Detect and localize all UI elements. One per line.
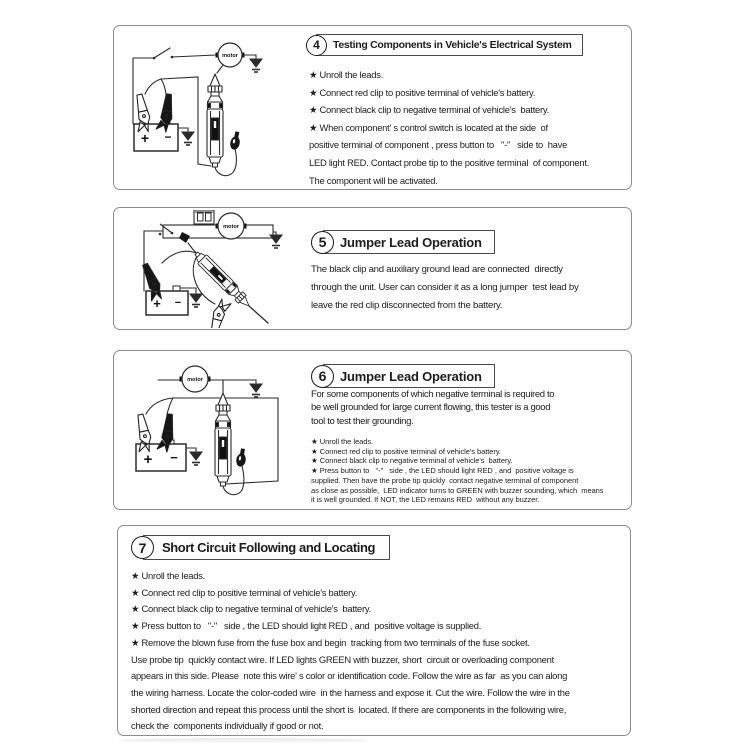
text-line: as close as possible, LED indicator turns to GREEN with buzzer sounding, which means [311, 485, 604, 495]
aux-ground-bulb [230, 131, 242, 150]
text-line: ★ When component' s control switch is located at the side of [309, 121, 548, 133]
text-line: ★ Connect red clip to positive terminal of vehicle's battery. [311, 446, 502, 456]
diagram-component-testing [116, 33, 306, 183]
text-line: ★ Connect black clip to negative terminal of vehicle's battery. [131, 603, 371, 615]
section-header [311, 230, 495, 254]
black-clip [137, 262, 166, 303]
section-number-badge: 7 [131, 536, 154, 559]
battery-plus-label: + [140, 130, 150, 146]
tester-pen [192, 249, 254, 311]
text-line: the wiring harness. Locate the color-coded wire in the harness and expose it. Cut the wire. Follow the wire in the [131, 686, 570, 698]
text-line: appears in this side. Please note this wire' s color or identification code. Follow the wire as far as you can along [131, 670, 568, 682]
text-line: check the components individually if good or not. [131, 720, 324, 732]
ground-icon [190, 452, 202, 465]
text-line: Use probe tip quickly contact wire. If LED lights GREEN with buzzer, short circuit or overloading component [131, 653, 554, 665]
diagram-jumper-lead [116, 210, 306, 328]
section-testing-components [113, 25, 632, 190]
battery-plus-label: + [143, 451, 153, 468]
text-line: ★ Unroll the leads. [131, 570, 206, 581]
text-line: leave the red clip disconnected from the battery. [311, 300, 503, 311]
text-line: be well grounded for large current flowing, this tester is a good [311, 402, 551, 414]
section-jumper-lead-1 [113, 207, 632, 330]
motor-icon [216, 43, 245, 67]
section-number-badge: 5 [311, 231, 334, 254]
section-number-badge: 6 [311, 365, 334, 388]
instructions [309, 66, 589, 189]
aux-ground-bulb [236, 448, 247, 466]
fuse-box [194, 210, 214, 224]
text-line: shorted direction and repeat this process until the short is located. If there are components in the following wire, [131, 703, 567, 715]
ground-icon [250, 384, 262, 397]
section-short-circuit [117, 525, 631, 736]
text-line: ★ Press button to "-" side , the LED should light RED , and positive voltage is supplied. [131, 620, 482, 632]
battery-minus-label: − [170, 450, 178, 465]
svg-text:motor: motor [223, 224, 239, 231]
text-line: ★ Connect black clip to negative terminal of vehicle's battery. [309, 104, 549, 116]
section-number-badge: 4 [306, 35, 327, 56]
text-line: ★ Remove the blown fuse from the fuse box and begin tracking from two terminals of the fuse socket. [131, 636, 530, 648]
text-line: ★ Press button to "-" side , the LED should light RED , and positive voltage is [311, 466, 574, 476]
text-line: tool to test their grounding. [311, 415, 414, 427]
text-line: ★ Unroll the leads. [309, 69, 384, 80]
tester-pen [207, 74, 223, 167]
switch-contact-dot [171, 56, 174, 59]
section-header [311, 364, 495, 388]
page-edge-shadow [118, 738, 368, 743]
battery-minus-label: − [174, 297, 182, 309]
text-line: LED light RED. Contact probe tip to the positive terminal of component. [309, 156, 590, 168]
section-header [306, 34, 583, 56]
ground-icon [182, 132, 194, 145]
diagram-grounding-test [116, 353, 306, 503]
text-line: ★ Connect red clip to positive terminal of vehicle's battery. [131, 586, 358, 598]
instructions [131, 568, 570, 735]
instructions [311, 437, 604, 505]
text-line: ★ Connect black clip to negative terminal of vehicle's battery. [311, 456, 513, 466]
battery-plus-label: + [153, 296, 161, 311]
text-line: ★ Unroll the leads. [311, 437, 374, 446]
ground-icon [190, 294, 202, 307]
svg-text:motor: motor [222, 53, 238, 60]
section-header [131, 535, 390, 560]
wires [133, 48, 256, 176]
text-line: The component will be activated. [309, 174, 438, 186]
svg-text:motor: motor [187, 377, 203, 384]
section-title: Testing Components in Vehicle's Electrical System [316, 34, 583, 56]
text-line: it is well grounded. If NOT, the LED remains RED without any buzzer. [311, 495, 540, 505]
section-title: Jumper Lead Operation [323, 230, 495, 254]
section-title: Jumper Lead Operation [323, 364, 495, 388]
text-line: positive terminal of component , press button to "-" side to have [309, 139, 568, 151]
instructions [311, 261, 579, 315]
text-line: The black clip and auxiliary ground lead are connected directly [311, 264, 563, 275]
ground-icon [250, 59, 262, 72]
tester-pen [215, 393, 231, 486]
intro-paragraph [311, 388, 554, 428]
motor-icon [180, 366, 211, 392]
battery-minus-label: − [164, 130, 172, 144]
section-jumper-lead-2 [113, 350, 632, 510]
text-line: through the unit. User can consider it as a long jumper test lead by [311, 282, 579, 293]
text-line: For some components of which negative terminal is required to [311, 389, 555, 400]
text-line: ★ Connect red clip to positive terminal of vehicle's battery. [309, 86, 536, 98]
section-title: Short Circuit Following and Locating [143, 535, 390, 560]
text-line: supplied. Then have the probe tip quickly contact negative terminal of component [311, 475, 579, 485]
ground-icon [270, 235, 282, 248]
switch-contact-dot [153, 57, 156, 60]
